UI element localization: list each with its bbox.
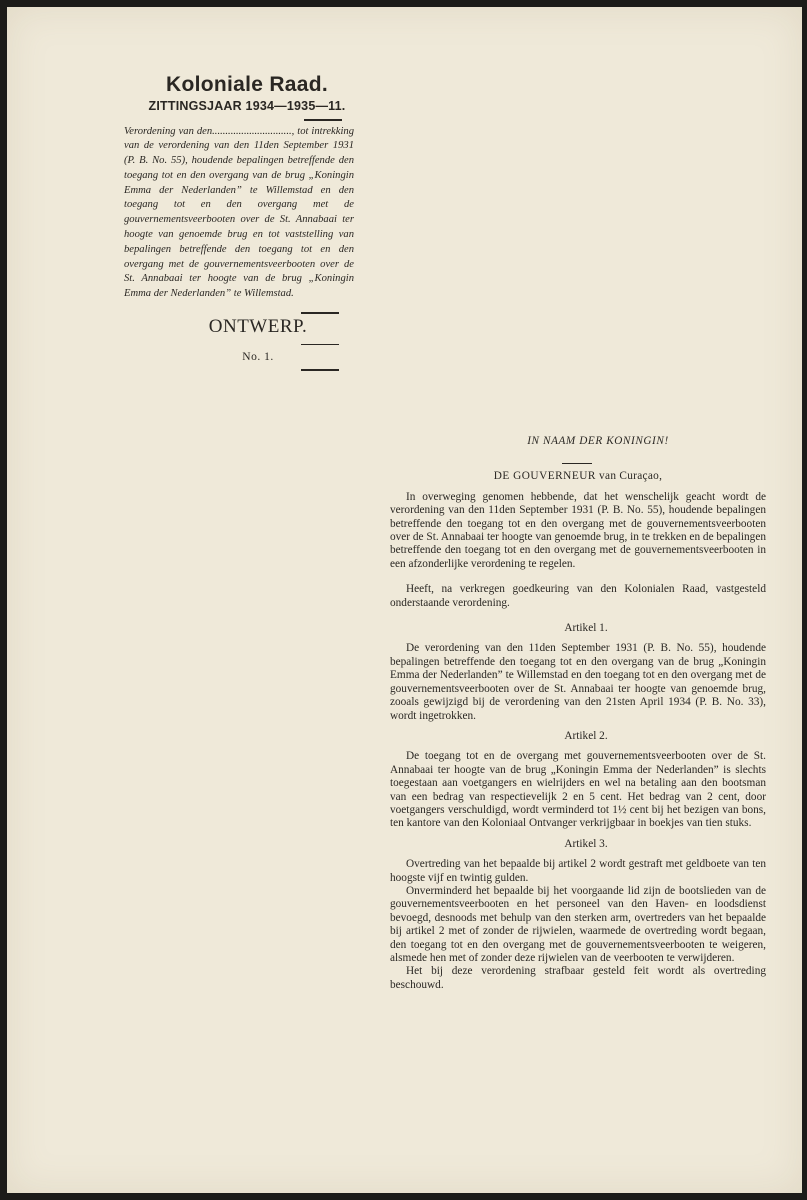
divider-rule bbox=[301, 369, 339, 371]
council-title: Koloniale Raad. bbox=[165, 73, 329, 96]
divider-rule bbox=[301, 312, 339, 314]
article-1-text: De verordening van den 11den September 1931 (P. B. No. 55), houdende bepalingen betreffende den toegang tot en den overgang van de brug „Koningin Emma der Nederlanden” te Willemstad en den toegang tot en den overgang met de gouvernementsveerbooten over de St. Annabaai ter hoogte van genoemde brug, zooals gewijzigd bij de verordening van den 21sten April 1934 (P. B. No. 33), wordt ingetrokken. bbox=[390, 642, 766, 722]
article-1-heading: Artikel 1. bbox=[564, 622, 608, 635]
divider-rule bbox=[304, 119, 342, 121]
article-3-paragraph-1: Overtreding van het bepaalde bij artikel 2 wordt gestraft met geldboete van ten hoogste vijf en twintig gulden. bbox=[390, 858, 766, 884]
divider-rule bbox=[301, 344, 339, 346]
title-block bbox=[117, 73, 357, 371]
article-3-heading: Artikel 3. bbox=[564, 837, 608, 850]
preamble-paragraph: In overweging genomen hebbende, dat het wenschelijk geacht wordt de verordening van den 11den September 1931 (P. B. No. 55), houdende bepalingen betreffende den toegang tot en den overgang met de gouvernementsveerbooten over de St. Annabaai ter hoogte van genoemde brug, in te trekken en de bepalingen betreffende den toegang tot en den overgang met de gouvernementsveerbooten in een afzonderlijke verordening te regelen. bbox=[390, 490, 766, 570]
divider-rule bbox=[562, 463, 592, 464]
document-page bbox=[7, 7, 802, 1193]
document-number: No. 1. bbox=[242, 351, 274, 364]
article-3-paragraph-2: Onverminderd het bepaalde bij het voorgaande lid zijn de bootslieden van de gouvernementsveerbooten en het personeel van den Haven- en loodsdienst bevoegd, desnoods met behulp van den sterken arm, overtreders van het bepaalde bij artikel 2 met of zonder de rijwielen, waarmede de overtreding wordt begaan, den toegang tot en den overgang met de gouvernementsveerbooten te weigeren, alsmede hen met of zonder deze rijwielen van de veerbooten te verwijderen. bbox=[390, 884, 766, 964]
ordinance-body bbox=[390, 435, 766, 992]
approval-paragraph: Heeft, na verkregen goedkeuring van den Kolonialen Raad, vastgesteld onderstaande verordening. bbox=[390, 583, 766, 609]
draft-label: ONTWERP. bbox=[208, 315, 308, 337]
governor-title: DE GOUVERNEUR bbox=[493, 470, 596, 483]
ordinance-title: Verordening van den.............................., tot intrekking van de verordening van den 11den September 1931 (P. B. No. 55), houdende bepalingen betreffende den toegang tot en den overgang van de brug „Koningin Emma der Nederlanden” te Willemstad en den toegang tot en den overgang met de gouvernementsveerbooten over de St. Annabaai ter hoogte van genoemde brug en tot vaststelling van bepalingen betreffende den toegang tot en den overgang met de gouvernementsveerbooten over de St. Annabaai ter hoogte van de brug „Koningin Emma der Nederlanden” te Willemstad. bbox=[124, 125, 354, 300]
article-3-paragraph-3: Het bij deze verordening strafbaar gesteld feit wordt als overtreding beschouwd. bbox=[390, 965, 766, 991]
invocation: IN NAAM DER KONINGIN! bbox=[527, 435, 669, 447]
reverse-side-bleed-through bbox=[427, 77, 767, 377]
article-2-heading: Artikel 2. bbox=[564, 729, 608, 742]
governor-territory: van Curaçao, bbox=[595, 470, 663, 483]
session-year: ZITTINGSJAAR 1934—1935—11. bbox=[148, 99, 346, 113]
article-2-text: De toegang tot en de overgang met gouvernementsveerbooten over de St. Annabaai ter hoogte van de brug „Koningin Emma der Nederlanden” is slechts toegestaan aan voetgangers en wielrijders en wel na betaling aan den bootsman van een bedrag van respectievelijk 2 en 5 cent. Het bedrag van 2 cent, door voetgangers verschuldigd, wordt verminderd tot 1½ cent bij het bezigen van bons, ten kantore van den Koloniaal Ontvanger verkrijgbaar in boekjes van tien stuks. bbox=[390, 750, 766, 830]
governor-line bbox=[390, 470, 766, 483]
